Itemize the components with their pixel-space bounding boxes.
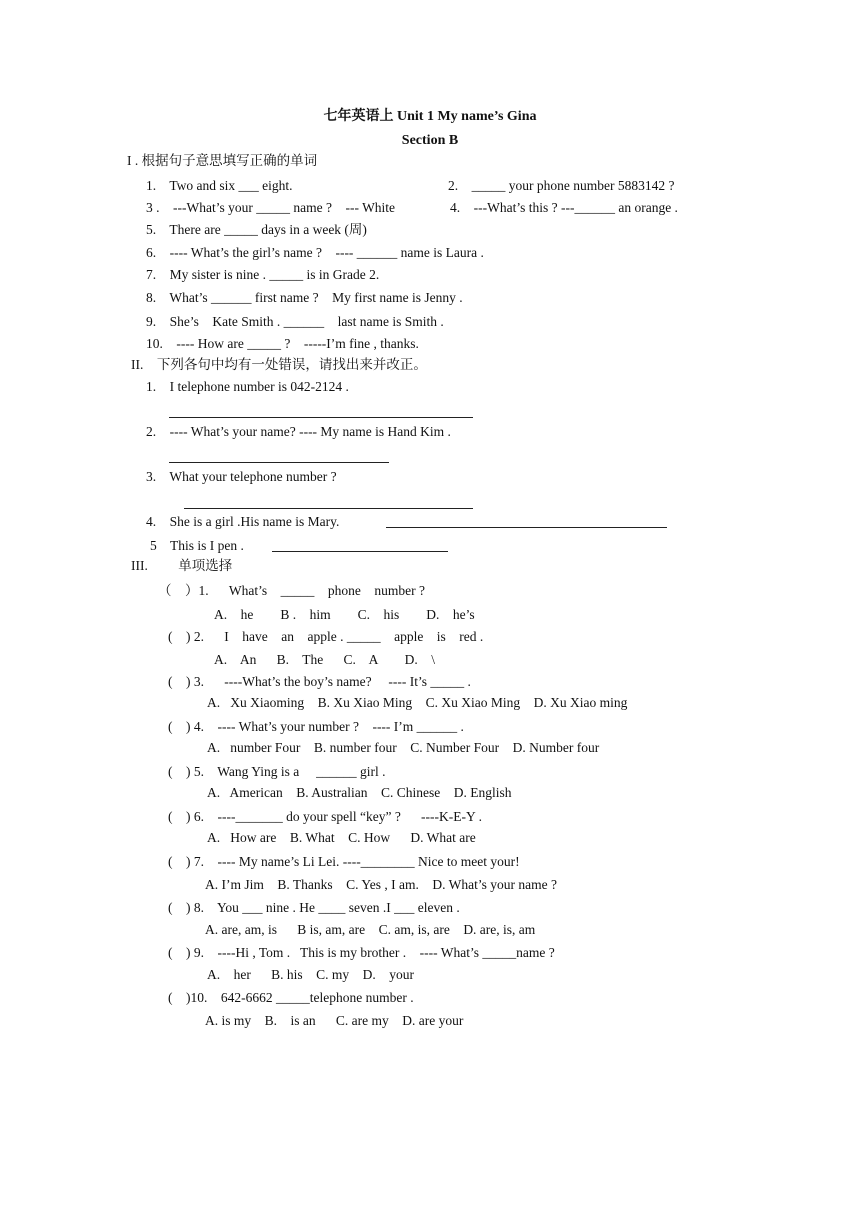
mc-options-6: A. How are B. What C. How D. What are: [207, 830, 476, 845]
mc-options-4: A. number Four B. number four C. Number Four D. Number four: [207, 740, 600, 755]
s1-item-2: 2. _____ your phone number 5883142 ?: [448, 178, 675, 193]
s2-item-3: 3. What your telephone number ?: [146, 469, 337, 484]
s2-item-4: 4. She is a girl .His name is Mary.: [146, 514, 340, 529]
page-subtitle: Section B: [401, 133, 459, 148]
mc-question-5: ( ) 5. Wang Ying is a ______ girl .: [168, 764, 386, 779]
mc-options-9: A. her B. his C. my D. your: [207, 967, 414, 982]
s1-item-8: 8. What’s ______ first name ? My first name is Jenny .: [146, 290, 463, 305]
mc-question-2: ( ) 2. I have an apple . _____ apple is red .: [168, 629, 484, 644]
mc-question-9: ( ) 9. ----Hi , Tom . This is my brother . ---- What’s _____name ?: [168, 945, 555, 960]
answer-line-5: [272, 551, 448, 552]
mc-question-1: （ ）1. What’s _____ phone number ?: [158, 583, 425, 598]
mc-options-8: A. are, am, is B is, am, are C. am, is, are D. are, is, am: [205, 922, 536, 937]
mc-question-6: ( ) 6. ----_______ do your spell “key” ? ----K-E-Y .: [168, 809, 483, 824]
mc-options-1: A. he B . him C. his D. he’s: [214, 607, 475, 622]
mc-question-10: ( )10. 642-6662 _____telephone number .: [168, 990, 414, 1005]
answer-line-4: [386, 527, 667, 528]
answer-line-3: [184, 508, 473, 509]
mc-question-8: ( ) 8. You ___ nine . He ____ seven .I ___ eleven .: [168, 900, 460, 915]
s2-item-1: 1. I telephone number is 042-2124 .: [146, 379, 349, 394]
answer-line-2: [169, 462, 389, 463]
mc-question-3: ( ) 3. ----What’s the boy’s name? ---- It’s _____ .: [168, 674, 471, 689]
s1-item-3: 3 . ---What’s your _____ name ? --- White: [146, 200, 396, 215]
answer-line-1: [169, 417, 473, 418]
mc-options-3: A. Xu Xiaoming B. Xu Xiao Ming C. Xu Xiao Ming D. Xu Xiao ming: [207, 695, 628, 710]
mc-options-2: A. An B. The C. A D. \: [214, 652, 436, 667]
s1-item-7: 7. My sister is nine . _____ is in Grade 2.: [146, 267, 380, 282]
s1-item-6: 6. ---- What’s the girl’s name ? ---- ______ name is Laura .: [146, 245, 484, 260]
s2-item-5: 5 This is I pen .: [150, 538, 244, 553]
section-3-heading: III. 单项选择: [131, 558, 233, 573]
s1-item-4: 4. ---What’s this ? ---______ an orange .: [450, 200, 678, 215]
mc-options-5: A. American B. Australian C. Chinese D. English: [207, 785, 512, 800]
section-1-heading: I . 根据句子意思填写正确的单词: [127, 153, 318, 168]
mc-options-10: A. is my B. is an C. are my D. are your: [205, 1013, 464, 1028]
s2-item-2: 2. ---- What’s your name? ---- My name is Hand Kim .: [146, 424, 451, 439]
s1-item-1: 1. Two and six ___ eight.: [146, 178, 293, 193]
s1-item-10: 10. ---- How are _____ ? -----I’m fine , thanks.: [146, 336, 419, 351]
mc-options-7: A. I’m Jim B. Thanks C. Yes , I am. D. What’s your name ?: [205, 877, 557, 892]
mc-question-7: ( ) 7. ---- My name’s Li Lei. ----________ Nice to meet your!: [168, 854, 520, 869]
s1-item-9: 9. She’s Kate Smith . ______ last name is Smith .: [146, 314, 444, 329]
s1-item-5: 5. There are _____ days in a week (周): [146, 222, 367, 237]
page-title: 七年英语上 Unit 1 My name’s Gina: [323, 109, 537, 124]
mc-question-4: ( ) 4. ---- What’s your number ? ---- I’m ______ .: [168, 719, 464, 734]
section-2-heading: II. 下列各句中均有一处错误，请找出来并改正。: [131, 357, 427, 372]
